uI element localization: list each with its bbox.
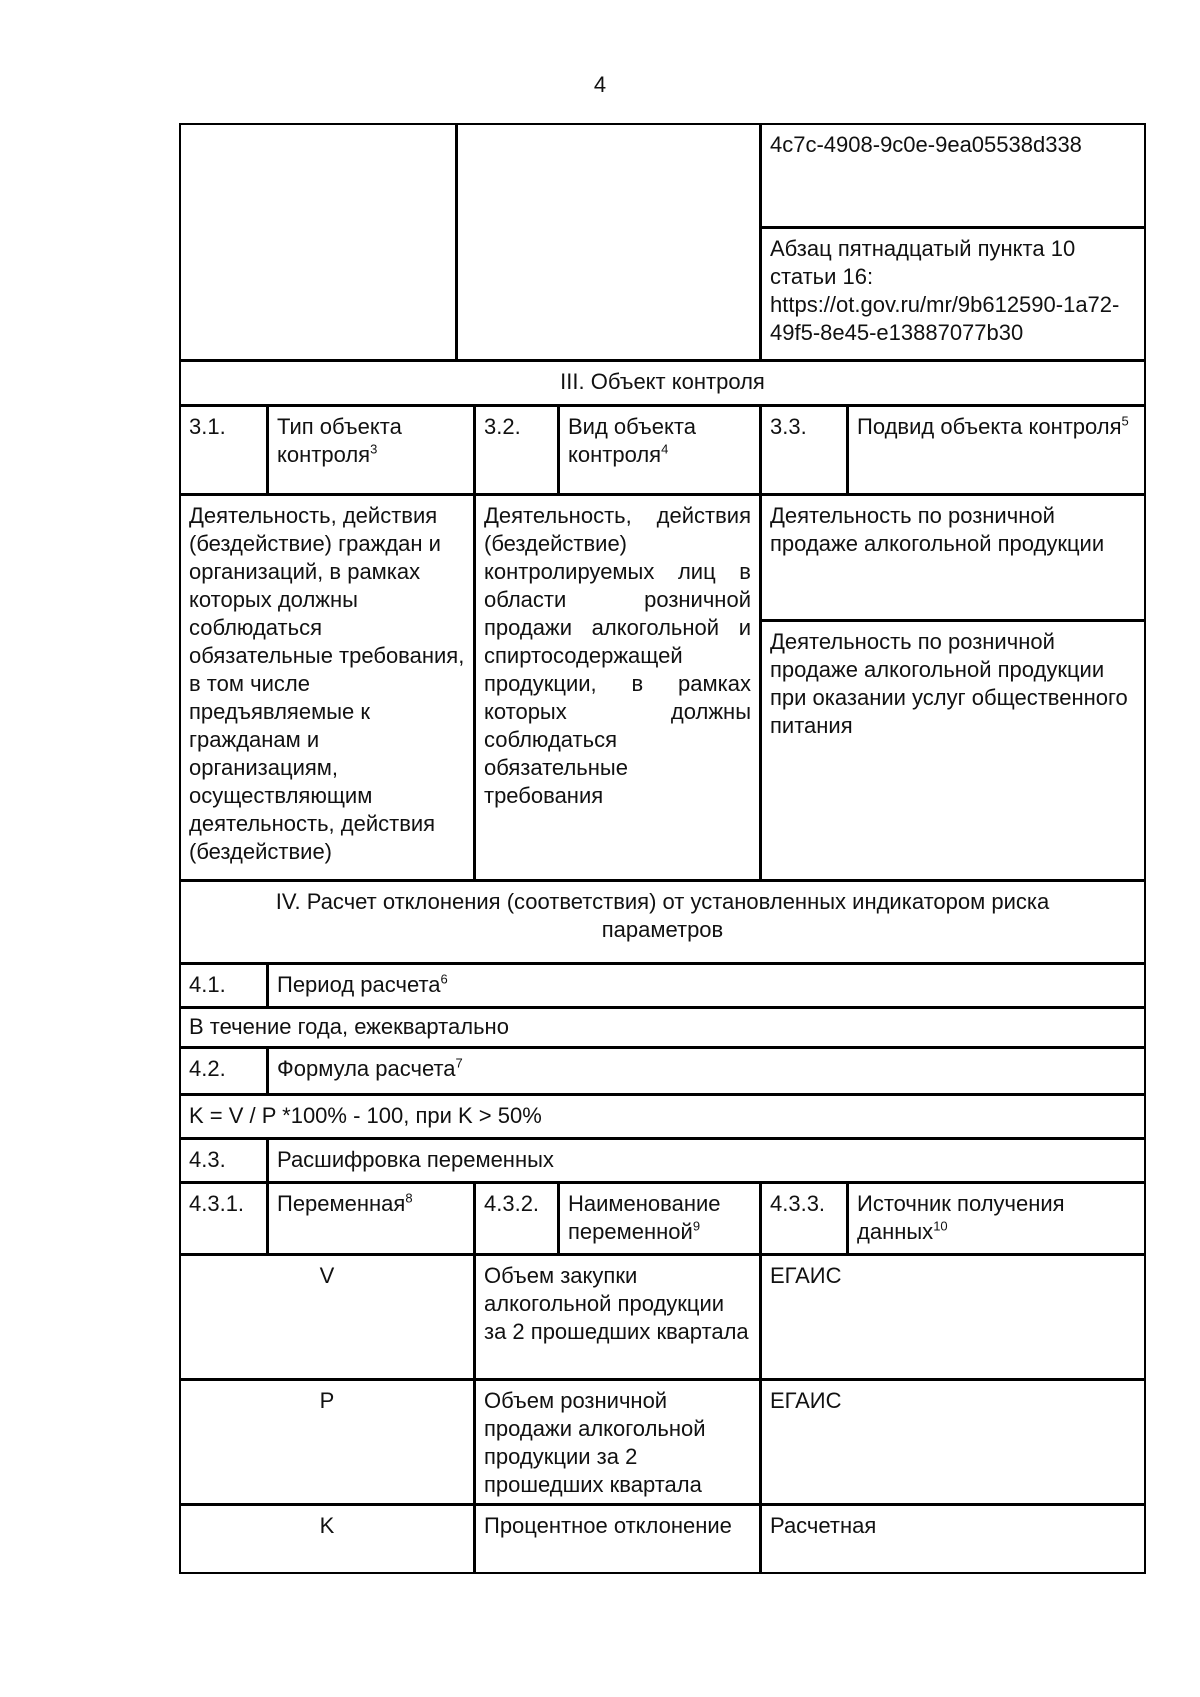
formula-value: K = V / P *100% - 100, при K > 50% (179, 1094, 1146, 1139)
header-num-3-1: 3.1. (179, 405, 268, 495)
object-kind-cell: Деятельность, действия (бездействие) контролируемых лиц в области розничной продажи алкогольной и спиртосодержащей продукции, в рамках которых должны соблюдаться обязательные требования (474, 494, 761, 881)
link-tail-text: 4c7c-4908-9c0e-9ea05538d338 (770, 132, 1082, 157)
variable-symbol: V (179, 1254, 475, 1380)
variable-source: ЕГАИС (760, 1254, 1146, 1380)
var-header-num-3: 4.3.3. (760, 1182, 848, 1255)
variable-symbol: K (179, 1504, 475, 1574)
header-num-3-3: 3.3. (760, 405, 848, 495)
variable-source: ЕГАИС (760, 1379, 1146, 1505)
decoding-label: Расшифровка переменных (267, 1138, 1146, 1183)
page-number: 4 (593, 72, 607, 97)
top-empty-cell-1 (179, 123, 457, 361)
header-num-3-2: 3.2. (474, 405, 559, 495)
footnote-ref: 9 (692, 1218, 701, 1234)
variable-name: Объем розничной продажи алкогольной продукции за 2 прошедших квартала (474, 1379, 761, 1505)
formula-label: Формула расчета$^7$ (267, 1047, 1146, 1095)
variable-symbol: P (179, 1379, 475, 1505)
section3-title: III. Объект контроля (179, 360, 1146, 406)
link-tail-cell (760, 123, 1146, 228)
header-label-3-3: Подвид объекта контроля$^5$ (847, 405, 1146, 495)
header-label-3-2: Вид объекта контроля$^4$ (558, 405, 761, 495)
variable-name: Процентное отклонение (474, 1504, 761, 1574)
footnote-ref: 6 (440, 971, 448, 987)
decoding-num: 4.3. (179, 1138, 268, 1183)
footnote-ref: 10 (933, 1218, 948, 1234)
footnote-ref: 8 (405, 1190, 413, 1206)
footnote-ref: 3 (370, 441, 378, 457)
formula-num: 4.2. (179, 1047, 268, 1095)
period-num: 4.1. (179, 963, 268, 1008)
object-subkind-cell-2: Деятельность по розничной продаже алкогольной продукции при оказании услуг общественного питания (760, 620, 1146, 881)
var-header-num-1: 4.3.1. (179, 1182, 268, 1255)
header-label-3-1: Тип объекта контроля$^3$ (267, 405, 475, 495)
variable-source: Расчетная (760, 1504, 1146, 1574)
var-header-label-2: Наименование переменной$^9$ (558, 1182, 761, 1255)
reference-cell (760, 227, 1146, 361)
reference-text: Абзац пятнадцатый пункта 10 статьи 16: https://ot.gov.ru/mr/9b612590-1a72-49f5-8e45-e13887077b30 (770, 236, 1120, 345)
footnote-ref: 5 (1121, 413, 1129, 429)
object-subkind-cell-1: Деятельность по розничной продаже алкогольной продукции (760, 494, 1146, 621)
var-header-num-2: 4.3.2. (474, 1182, 559, 1255)
footnote-ref: 7 (455, 1055, 463, 1071)
top-empty-cell-2 (456, 123, 761, 361)
section4-title: IV. Расчет отклонения (соответствия) от установленных индикатором риска параметров (179, 880, 1146, 964)
var-header-label-3: Источник получения данных$^{10}$ (847, 1182, 1146, 1255)
variable-name: Объем закупки алкогольной продукции за 2 прошедших квартала (474, 1254, 761, 1380)
object-type-cell: Деятельность, действия (бездействие) граждан и организаций, в рамках которых должны соблюдаться обязательные требования, в том числе предъявляемые к гражданам и организациям, осуществляющим деятельность, действия (бездействие) (179, 494, 475, 881)
var-header-label-1: Переменная$^8$ (267, 1182, 475, 1255)
period-value: В течение года, ежеквартально (179, 1007, 1146, 1048)
footnote-ref: 4 (661, 441, 669, 457)
period-label: Период расчета$^6$ (267, 963, 1146, 1008)
